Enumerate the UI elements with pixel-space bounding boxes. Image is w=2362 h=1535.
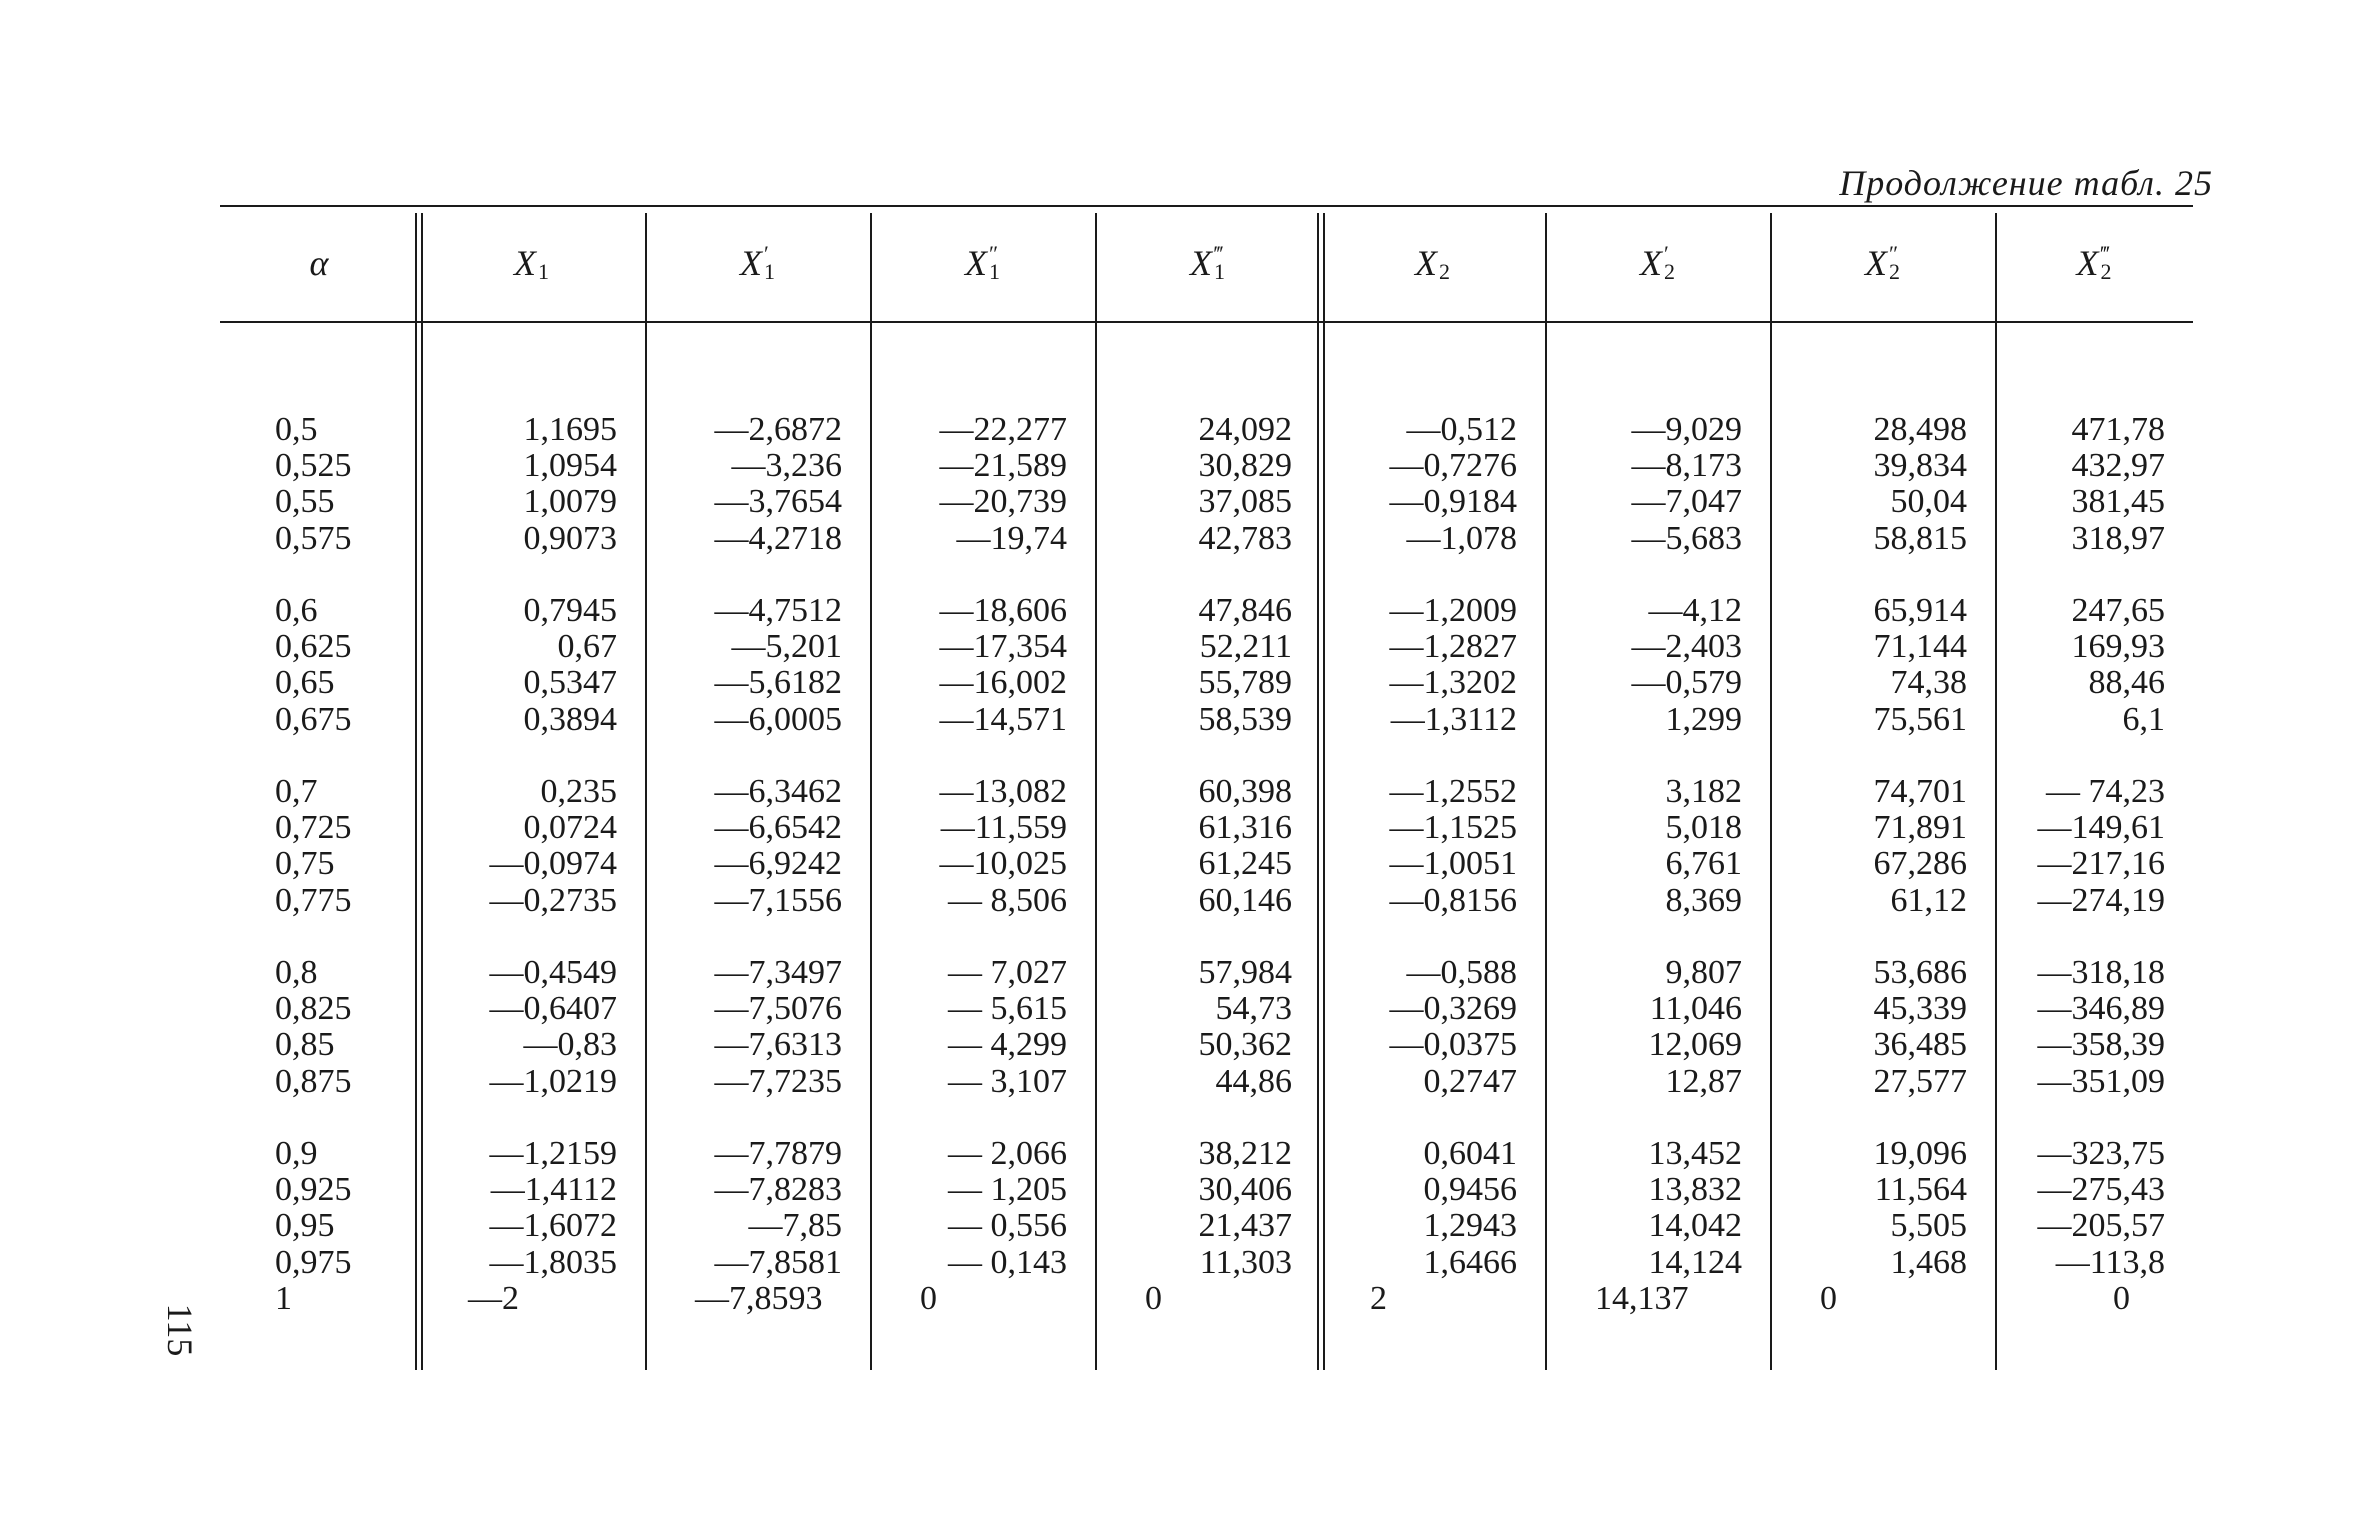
- group-4-x2-values: [1330, 955, 1517, 1100]
- table-cell: —10,025: [939, 845, 1067, 883]
- header-symbol: X: [2076, 243, 2099, 283]
- table-cell: 1,6466: [1423, 1243, 1517, 1281]
- table-cell: 169,93: [2071, 628, 2165, 666]
- table-cell: —13,082: [939, 773, 1067, 810]
- table-cell: —1,2159: [489, 1135, 617, 1172]
- group-1-x1-prime-values: [655, 412, 842, 557]
- group-3-x1-double-prime-values: [880, 774, 1067, 919]
- table-cell: —1,0219: [489, 1062, 617, 1100]
- table-cell: 0,6041: [1423, 1135, 1517, 1172]
- table-cell: —16,002: [939, 664, 1067, 702]
- table-cell: —5,683: [1631, 519, 1742, 557]
- table-cell: 5,018: [1665, 809, 1742, 847]
- table-cell: 0: [2113, 1279, 2130, 1317]
- group-4-x2-triple-prime-values: [2005, 955, 2165, 1100]
- group-1-x2-values: [1330, 412, 1517, 557]
- group-2-x2-prime-values: [1555, 593, 1742, 738]
- table-cell: 54,73: [1215, 990, 1292, 1028]
- table-cell: 0,825: [275, 990, 352, 1028]
- table-cell: —2,403: [1631, 628, 1742, 666]
- table-cell: — 1,205: [948, 1171, 1067, 1209]
- table-cell: —1,2827: [1389, 628, 1517, 666]
- table-cell: —358,39: [2037, 1026, 2165, 1064]
- table-cell: —3,7654: [714, 483, 842, 521]
- header-prime-mark: ″: [989, 241, 999, 266]
- table-cell: —7,7879: [714, 1135, 842, 1172]
- table-cell: —0,3269: [1389, 990, 1517, 1028]
- table-cell: 50,362: [1198, 1026, 1292, 1064]
- table-cell: 42,783: [1198, 519, 1292, 557]
- table-cell: —0,7276: [1389, 447, 1517, 485]
- table-cell: —346,89: [2037, 990, 2165, 1028]
- table-cell: —5,201: [731, 628, 842, 666]
- table-cell: 0,5: [275, 411, 318, 448]
- table-cell: 1,1695: [523, 411, 617, 448]
- table-cell: —19,74: [956, 519, 1067, 557]
- column-rule: [1995, 213, 1997, 1370]
- group-4-x1-double-prime-values: [880, 955, 1067, 1100]
- group-2-x2-values: [1330, 593, 1517, 738]
- table-cell: —0,0375: [1389, 1026, 1517, 1064]
- table-cell: 0,525: [275, 447, 352, 485]
- table-cell: —4,2718: [714, 519, 842, 557]
- table-cell: —7,8593: [695, 1279, 823, 1317]
- table-cell: 0,3894: [523, 700, 617, 738]
- data-table: [220, 205, 2193, 1370]
- table-cell: —6,0005: [714, 700, 842, 738]
- table-cell: — 0,556: [948, 1207, 1067, 1245]
- table-cell: — 3,107: [948, 1062, 1067, 1100]
- table-cell: 30,829: [1198, 447, 1292, 485]
- table-cell: —7,8581: [714, 1243, 842, 1281]
- table-cell: 0,675: [275, 700, 352, 738]
- table-cell: —1,8035: [489, 1243, 617, 1281]
- table-cell: 13,452: [1648, 1135, 1742, 1172]
- header-symbol: α: [309, 243, 329, 283]
- header-x1-double-prime: [870, 205, 1095, 321]
- table-cell: —1,6072: [489, 1207, 617, 1245]
- table-cell: 0,7945: [523, 592, 617, 629]
- table-cell: —2: [468, 1279, 519, 1317]
- group-5-x1-triple-prime-values: [1105, 1136, 1292, 1317]
- header-alpha: [220, 205, 418, 321]
- table-cell: —0,579: [1631, 664, 1742, 702]
- table-cell: —1,3112: [1390, 700, 1517, 738]
- table-cell: 88,46: [2088, 664, 2165, 702]
- table-cell: 11,046: [1649, 990, 1742, 1028]
- header-prime-mark: ′: [1664, 241, 1669, 266]
- header-symbol: X: [1415, 243, 1437, 283]
- header-symbol: X: [740, 243, 762, 283]
- table-cell: 27,577: [1873, 1062, 1967, 1100]
- header-subscript: 2: [1664, 259, 1675, 284]
- table-cell: 55,789: [1198, 664, 1292, 702]
- group-5-alpha-values: [275, 1136, 413, 1317]
- table-cell: 14,124: [1648, 1243, 1742, 1281]
- table-cell: 3,182: [1665, 773, 1742, 810]
- table-cell: —0,0974: [489, 845, 617, 883]
- table-cell: 57,984: [1198, 954, 1292, 991]
- table-cell: 12,069: [1648, 1026, 1742, 1064]
- table-cell: —4,7512: [714, 592, 842, 629]
- table-cell: 0,75: [275, 845, 335, 883]
- table-cell: 9,807: [1665, 954, 1742, 991]
- table-header-rule: [220, 321, 2193, 323]
- table-cell: —217,16: [2037, 845, 2165, 883]
- header-x1-triple-prime: [1095, 205, 1320, 321]
- group-3-alpha-values: [275, 774, 413, 919]
- group-3-x2-prime-values: [1555, 774, 1742, 919]
- header-prime-mark: ‴: [2100, 241, 2110, 266]
- table-cell: 0: [1820, 1279, 1837, 1317]
- group-5-x2-double-prime-values: [1780, 1136, 1967, 1317]
- table-cell: 0,2747: [1423, 1062, 1517, 1100]
- table-cell: 61,316: [1198, 809, 1292, 847]
- table-cell: —14,571: [939, 700, 1067, 738]
- table-cell: —0,4549: [489, 954, 617, 991]
- table-cell: —4,12: [1648, 592, 1742, 629]
- table-cell: —1,2009: [1389, 592, 1517, 629]
- table-cell: —7,1556: [714, 881, 842, 919]
- table-cell: —205,57: [2037, 1207, 2165, 1245]
- table-cell: 0,775: [275, 881, 352, 919]
- group-4-x2-prime-values: [1555, 955, 1742, 1100]
- table-cell: 381,45: [2071, 483, 2165, 521]
- table-cell: 0,9456: [1423, 1171, 1517, 1209]
- table-cell: —17,354: [939, 628, 1067, 666]
- table-cell: 71,144: [1873, 628, 1967, 666]
- table-cell: —7,7235: [714, 1062, 842, 1100]
- table-cell: 0,8: [275, 954, 318, 991]
- table-cell: —6,9242: [714, 845, 842, 883]
- group-3-x2-double-prime-values: [1780, 774, 1967, 919]
- group-1-x2-prime-values: [1555, 412, 1742, 557]
- table-cell: 65,914: [1873, 592, 1967, 629]
- table-cell: —1,078: [1406, 519, 1517, 557]
- page-number: 115: [160, 1303, 200, 1357]
- header-x1: [418, 205, 645, 321]
- column-rule: [1317, 213, 1319, 1370]
- table-caption: Продолжение табл. 25: [1839, 163, 2213, 203]
- table-cell: 74,701: [1873, 773, 1967, 810]
- group-1-x1-double-prime-values: [880, 412, 1067, 557]
- table-cell: —149,61: [2037, 809, 2165, 847]
- table-cell: 1,299: [1665, 700, 1742, 738]
- table-cell: —6,6542: [714, 809, 842, 847]
- table-cell: —0,2735: [489, 881, 617, 919]
- group-5-x2-prime-values: [1555, 1136, 1742, 1317]
- table-cell: 247,65: [2071, 592, 2165, 629]
- column-rule: [870, 213, 872, 1370]
- header-x2-triple-prime: [1995, 205, 2193, 321]
- table-cell: 0,67: [557, 628, 617, 666]
- table-cell: 12,87: [1665, 1062, 1742, 1100]
- header-prime-mark: ″: [1889, 241, 1899, 266]
- table-cell: 0,235: [540, 773, 617, 810]
- table-cell: 0,0724: [523, 809, 617, 847]
- table-cell: —8,173: [1631, 447, 1742, 485]
- group-1-x2-triple-prime-values: [2005, 412, 2165, 557]
- group-4-x1-values: [428, 955, 617, 1100]
- table-cell: 11,564: [1874, 1171, 1967, 1209]
- table-cell: 6,761: [1665, 845, 1742, 883]
- table-cell: 39,834: [1873, 447, 1967, 485]
- header-subscript: 1: [764, 259, 775, 284]
- column-rule: [1545, 213, 1547, 1370]
- table-cell: 1,0954: [523, 447, 617, 485]
- table-cell: 14,137: [1595, 1279, 1689, 1317]
- table-cell: 44,86: [1215, 1062, 1292, 1100]
- column-rule: [1323, 213, 1325, 1370]
- table-cell: —21,589: [939, 447, 1067, 485]
- group-1-x2-double-prime-values: [1780, 412, 1967, 557]
- table-cell: —9,029: [1631, 411, 1742, 448]
- table-cell: 0,6: [275, 592, 318, 629]
- table-cell: 0,7: [275, 773, 318, 810]
- table-cell: —0,9184: [1389, 483, 1517, 521]
- table-cell: —318,18: [2037, 954, 2165, 991]
- table-cell: 1,2943: [1423, 1207, 1517, 1245]
- table-cell: 60,146: [1198, 881, 1292, 919]
- table-cell: —7,5076: [714, 990, 842, 1028]
- table-cell: —323,75: [2037, 1135, 2165, 1172]
- column-rule: [421, 213, 423, 1370]
- header-prime-mark: ′: [764, 241, 769, 266]
- table-cell: 0,55: [275, 483, 335, 521]
- header-symbol: X: [1190, 243, 1212, 283]
- table-cell: 58,539: [1198, 700, 1292, 738]
- header-x2: [1320, 205, 1545, 321]
- header-prime-mark: ‴: [1214, 241, 1224, 266]
- group-5-x1-double-prime-values: [880, 1136, 1067, 1317]
- table-cell: —7,85: [748, 1207, 842, 1245]
- column-rule: [645, 213, 647, 1370]
- group-2-x1-triple-prime-values: [1105, 593, 1292, 738]
- group-2-x1-values: [428, 593, 617, 738]
- group-5-x2-values: [1330, 1136, 1517, 1317]
- table-cell: —113,8: [2055, 1243, 2165, 1281]
- table-cell: — 5,615: [948, 990, 1067, 1028]
- table-cell: 0,9: [275, 1135, 318, 1172]
- group-4-x1-prime-values: [655, 955, 842, 1100]
- table-cell: —275,43: [2037, 1171, 2165, 1209]
- table-cell: — 2,066: [948, 1135, 1067, 1172]
- group-3-x1-values: [428, 774, 617, 919]
- table-cell: 0,975: [275, 1243, 352, 1281]
- table-cell: 1,468: [1890, 1243, 1967, 1281]
- table-cell: 0,925: [275, 1171, 352, 1209]
- table-cell: 61,12: [1890, 881, 1967, 919]
- table-cell: —7,047: [1631, 483, 1742, 521]
- table-cell: 60,398: [1198, 773, 1292, 810]
- group-2-x1-double-prime-values: [880, 593, 1067, 738]
- table-cell: 2: [1370, 1279, 1387, 1317]
- table-cell: 471,78: [2071, 411, 2165, 448]
- table-cell: 6,1: [2122, 700, 2165, 738]
- table-cell: —7,8283: [714, 1171, 842, 1209]
- table-cell: —11,559: [940, 809, 1067, 847]
- table-cell: — 8,506: [948, 881, 1067, 919]
- table-cell: —0,8156: [1389, 881, 1517, 919]
- header-symbol: X: [1865, 243, 1887, 283]
- table-cell: —7,6313: [714, 1026, 842, 1064]
- table-cell: — 7,027: [948, 954, 1067, 991]
- table-cell: 1: [275, 1279, 292, 1317]
- group-4-x1-triple-prime-values: [1105, 955, 1292, 1100]
- table-cell: 0,95: [275, 1207, 335, 1245]
- group-5-x2-triple-prime-values: [2005, 1136, 2165, 1317]
- group-3-x1-prime-values: [655, 774, 842, 919]
- group-2-alpha-values: [275, 593, 413, 738]
- table-cell: —7,3497: [714, 954, 842, 991]
- table-cell: 30,406: [1198, 1171, 1292, 1209]
- table-cell: 1,0079: [523, 483, 617, 521]
- column-rule: [415, 213, 417, 1370]
- table-cell: 0,5347: [523, 664, 617, 702]
- table-cell: —0,6407: [489, 990, 617, 1028]
- table-cell: 0,65: [275, 664, 335, 702]
- group-2-x1-prime-values: [655, 593, 842, 738]
- header-subscript: 2: [2100, 259, 2112, 284]
- header-subscript: 2: [1439, 259, 1450, 284]
- group-1-x1-values: [428, 412, 617, 557]
- table-cell: —1,4112: [490, 1171, 617, 1209]
- table-cell: 0,9073: [523, 519, 617, 557]
- table-cell: — 0,143: [948, 1243, 1067, 1281]
- table-cell: 14,042: [1648, 1207, 1742, 1245]
- table-cell: 37,085: [1198, 483, 1292, 521]
- group-5-x1-values: [428, 1136, 617, 1317]
- table-cell: 53,686: [1873, 954, 1967, 991]
- table-cell: 45,339: [1873, 990, 1967, 1028]
- table-cell: 318,97: [2071, 519, 2165, 557]
- table-cell: 19,096: [1873, 1135, 1967, 1172]
- table-cell: 5,505: [1890, 1207, 1967, 1245]
- table-cell: 38,212: [1198, 1135, 1292, 1172]
- table-cell: —18,606: [939, 592, 1067, 629]
- table-cell: 61,245: [1198, 845, 1292, 883]
- header-x1-prime: [645, 205, 870, 321]
- group-4-x2-double-prime-values: [1780, 955, 1967, 1100]
- table-cell: 71,891: [1873, 809, 1967, 847]
- table-cell: 75,561: [1873, 700, 1967, 738]
- table-cell: 50,04: [1890, 483, 1967, 521]
- header-x2-prime: [1545, 205, 1770, 321]
- table-cell: —274,19: [2037, 881, 2165, 919]
- group-3-x1-triple-prime-values: [1105, 774, 1292, 919]
- table-cell: 36,485: [1873, 1026, 1967, 1064]
- table-cell: —351,09: [2037, 1062, 2165, 1100]
- table-cell: 21,437: [1198, 1207, 1292, 1245]
- table-cell: 8,369: [1665, 881, 1742, 919]
- table-cell: 67,286: [1873, 845, 1967, 883]
- header-x2-double-prime: [1770, 205, 1995, 321]
- header-symbol: X: [965, 243, 987, 283]
- group-3-x2-triple-prime-values: [2005, 774, 2165, 919]
- table-cell: —22,277: [939, 411, 1067, 448]
- table-cell: 432,97: [2071, 447, 2165, 485]
- table-cell: 0: [1145, 1279, 1162, 1317]
- table-cell: —6,3462: [714, 773, 842, 810]
- table-cell: 28,498: [1873, 411, 1967, 448]
- table-cell: 0: [920, 1279, 937, 1317]
- table-cell: 0,85: [275, 1026, 335, 1064]
- group-3-x2-values: [1330, 774, 1517, 919]
- header-symbol: X: [514, 243, 536, 283]
- table-cell: 0,625: [275, 628, 352, 666]
- table-cell: 24,092: [1198, 411, 1292, 448]
- table-cell: 0,575: [275, 519, 352, 557]
- header-subscript: 1: [1214, 259, 1225, 284]
- table-cell: —1,0051: [1389, 845, 1517, 883]
- table-cell: 58,815: [1873, 519, 1967, 557]
- table-cell: —2,6872: [714, 411, 842, 448]
- table-cell: 47,846: [1198, 592, 1292, 629]
- group-2-x2-double-prime-values: [1780, 593, 1967, 738]
- table-cell: 11,303: [1199, 1243, 1292, 1281]
- group-1-x1-triple-prime-values: [1105, 412, 1292, 557]
- header-subscript: 2: [1889, 259, 1900, 284]
- table-cell: —3,236: [731, 447, 842, 485]
- table-cell: —5,6182: [714, 664, 842, 702]
- column-rule: [1770, 213, 1772, 1370]
- group-5-x1-prime-values: [655, 1136, 842, 1317]
- group-1-alpha-values: [275, 412, 413, 557]
- table-cell: — 4,299: [948, 1026, 1067, 1064]
- header-symbol: X: [1640, 243, 1662, 283]
- header-subscript: 1: [989, 259, 1000, 284]
- table-cell: —1,3202: [1389, 664, 1517, 702]
- table-cell: —1,1525: [1389, 809, 1517, 847]
- group-2-x2-triple-prime-values: [2005, 593, 2165, 738]
- table-cell: 0,725: [275, 809, 352, 847]
- table-cell: — 74,23: [2046, 773, 2165, 810]
- table-cell: 52,211: [1199, 628, 1292, 666]
- table-cell: —0,83: [523, 1026, 617, 1064]
- table-cell: 13,832: [1648, 1171, 1742, 1209]
- table-cell: —20,739: [939, 483, 1067, 521]
- table-cell: —1,2552: [1389, 773, 1517, 810]
- table-cell: 74,38: [1890, 664, 1967, 702]
- group-4-alpha-values: [275, 955, 413, 1100]
- header-subscript: 1: [538, 259, 549, 284]
- table-cell: —0,588: [1406, 954, 1517, 991]
- column-rule: [1095, 213, 1097, 1370]
- table-cell: 0,875: [275, 1062, 352, 1100]
- table-cell: —0,512: [1406, 411, 1517, 448]
